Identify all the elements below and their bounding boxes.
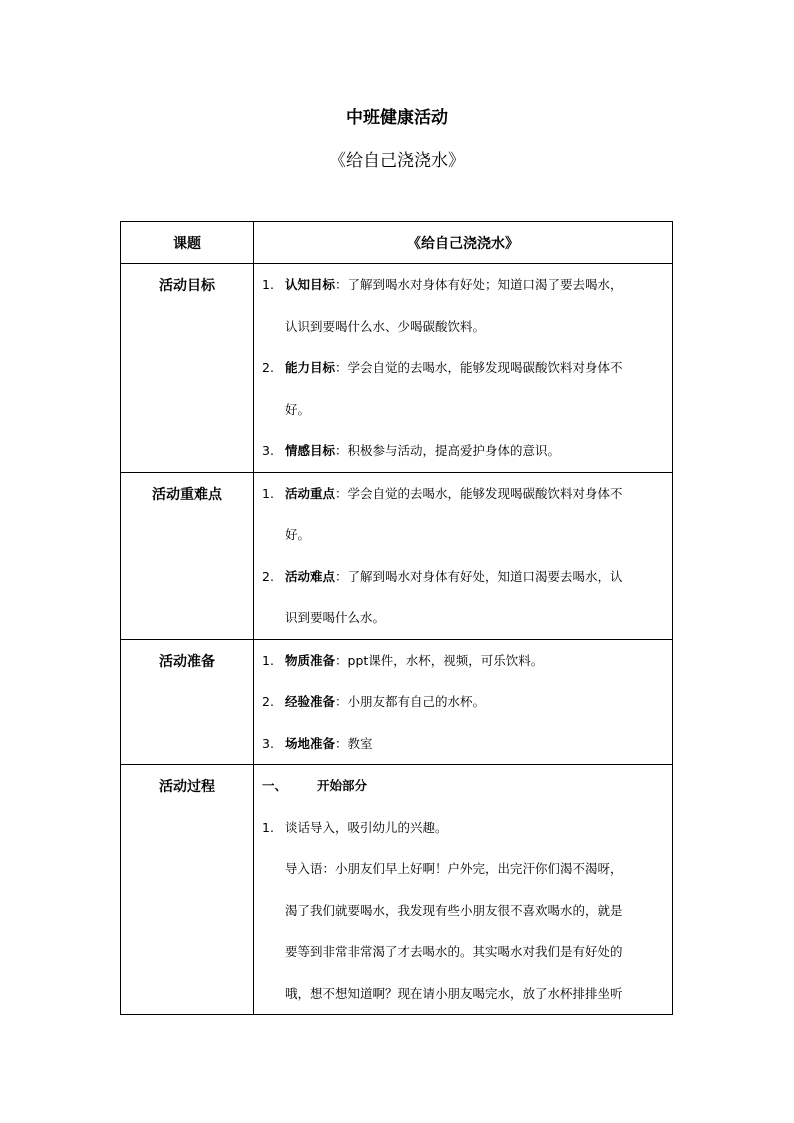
paragraph-line: 哦，想不想知道啊？现在请小朋友喝完水，放了水杯排排坐听 [285, 985, 623, 1001]
paragraph-line: 要等到非常非常渴了才去喝水的。其实喝水对我们是有好处的 [285, 944, 623, 959]
table-row [121, 765, 673, 1015]
list-item: 1. 活动重点：学会自觉的去喝水，能够发现喝碳酸饮料对身体不 好。 [262, 485, 623, 542]
list-item: 1. 物质准备：ppt课件，水杯，视频，可乐饮料。 [262, 652, 544, 668]
preparation-content [254, 639, 673, 765]
lesson-plan-table [120, 221, 673, 1015]
list-item: 3. 场地准备：教室 [262, 735, 373, 751]
list-item: 1. 认知目标：了解到喝水对身体有好处；知道口渴了要去喝水， 认识到要喝什么水、少喝碳酸饮料。 [262, 277, 623, 334]
goals-content [254, 264, 673, 473]
list-item: 2. 经验准备：小朋友都有自己的水杯。 [262, 694, 486, 709]
list-item: 1. 谈话导入，吸引幼儿的兴趣。 [262, 819, 448, 835]
row-label-process: 活动过程 [121, 765, 254, 1015]
process-content [254, 765, 673, 1015]
row-label-key-points: 活动重难点 [121, 472, 254, 639]
row-label-topic: 课题 [121, 222, 254, 264]
section-heading: 一、 开始部分 [262, 778, 368, 793]
paragraph-line: 导入语：小朋友们早上好啊！户外完，出完汗你们渴不渴呀， [285, 861, 623, 876]
table-row [121, 472, 673, 639]
table-row [121, 264, 673, 473]
list-item: 2. 活动难点：了解到喝水对身体有好处，知道口渴要去喝水，认 识到要喝什么水。 [262, 568, 623, 625]
key-points-content [254, 472, 673, 639]
row-label-goals: 活动目标 [121, 264, 254, 473]
table-row [121, 639, 673, 765]
list-item: 3. 情感目标：积极参与活动，提高爱护身体的意识。 [262, 443, 561, 458]
table-row [121, 222, 673, 264]
page-subtitle: 《给自己浇浇水》 [329, 151, 465, 171]
page-title: 中班健康活动 [346, 108, 448, 128]
paragraph-line: 渴了我们就要喝水，我发现有些小朋友很不喜欢喝水的，就是 [285, 902, 623, 918]
list-item: 2. 能力目标：学会自觉的去喝水，能够发现喝碳酸饮料对身体不 好。 [262, 360, 623, 417]
row-label-preparation: 活动准备 [121, 639, 254, 765]
row-value-topic: 《给自己浇浇水》 [254, 222, 673, 264]
